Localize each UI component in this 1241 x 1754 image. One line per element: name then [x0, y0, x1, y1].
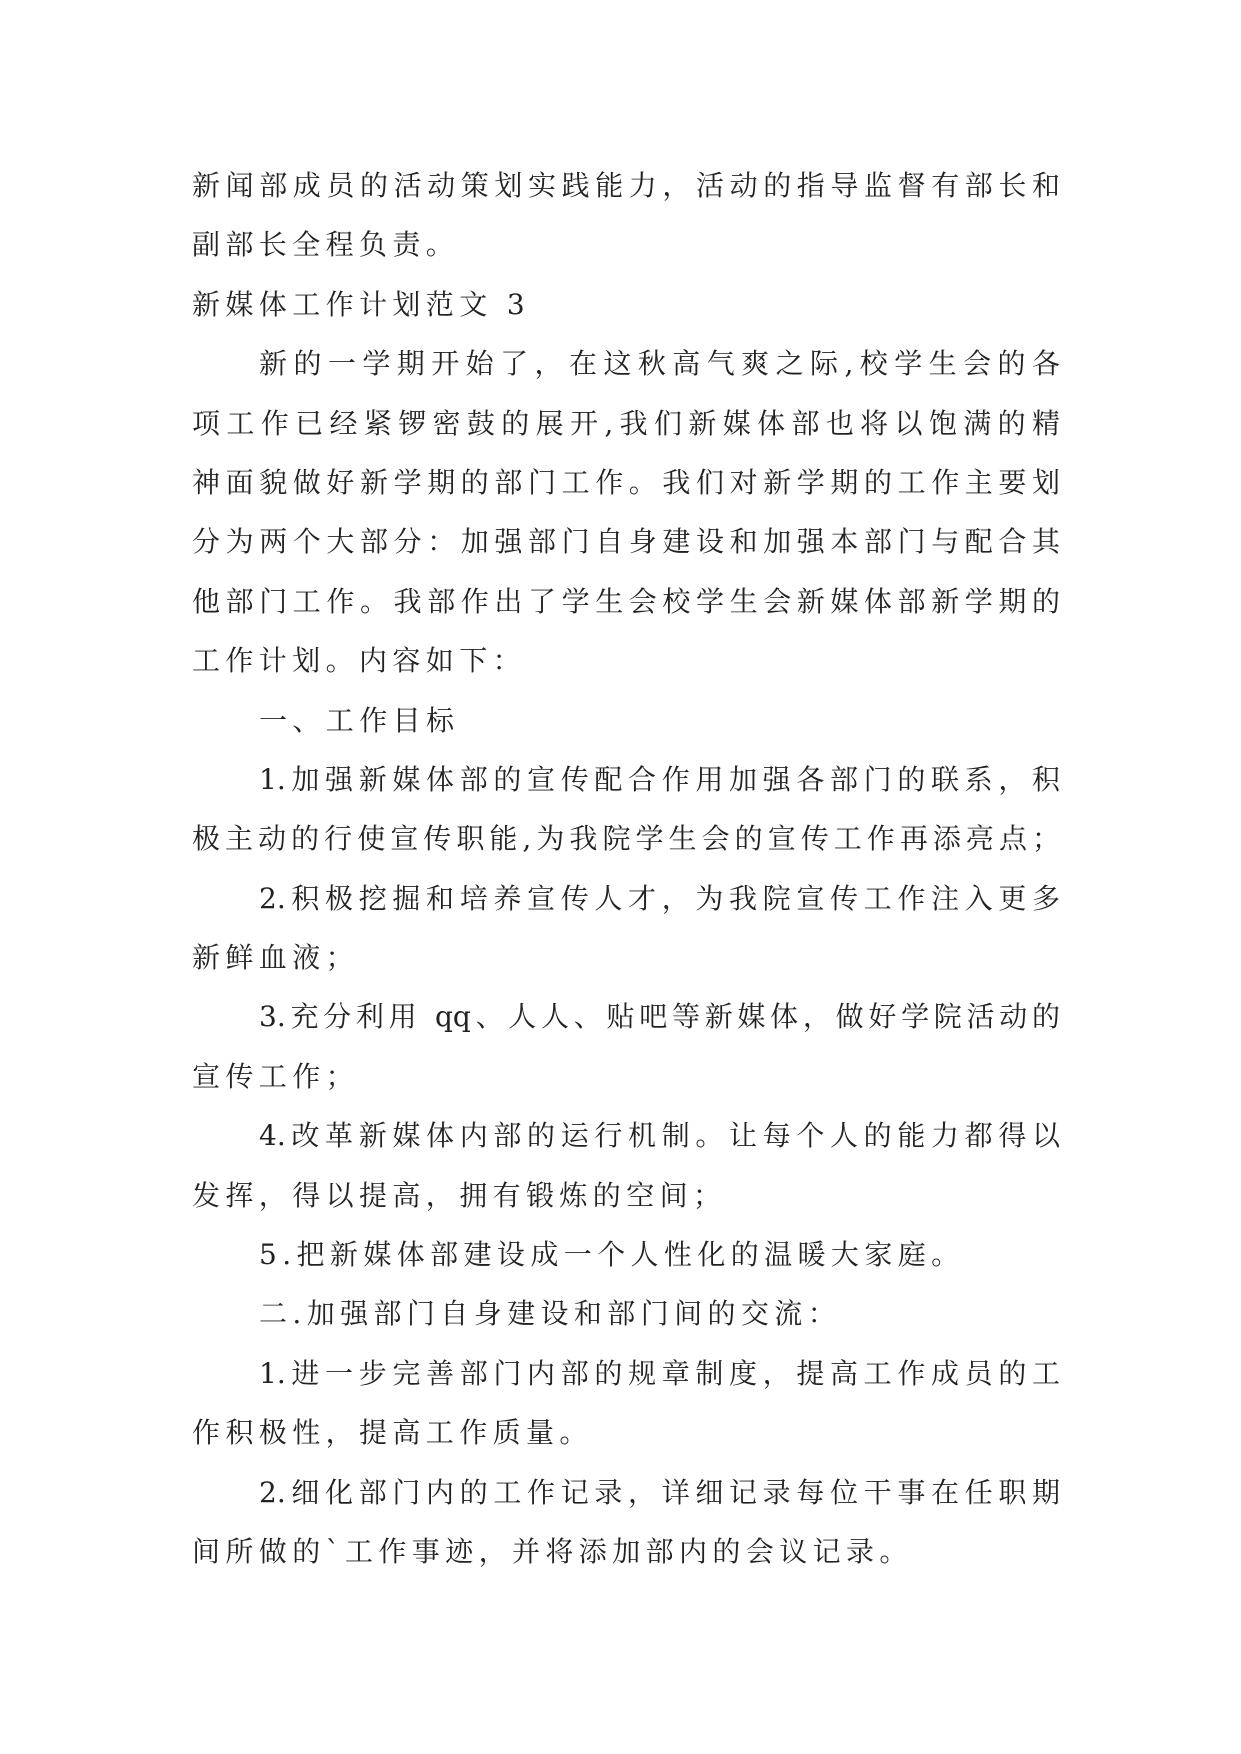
text-line: 工作计划。内容如下： [192, 644, 527, 678]
text-line: 神面貌做好新学期的部门工作。我们对新学期的工作主要划 [192, 465, 1060, 499]
text-line: 他部门工作。我部作出了学生会校学生会新媒体部新学期的 [192, 584, 1060, 618]
text-line: 宣传工作； [192, 1059, 360, 1093]
text-line: 副部长全程负责。 [192, 228, 460, 262]
list-item: 4.改革新媒体内部的运行机制。让每个人的能力都得以 [259, 1119, 1060, 1153]
subsection-heading: 二.加强部门自身建设和部门间的交流： [259, 1297, 842, 1331]
list-item: 2.积极挖掘和培养宣传人才，为我院宣传工作注入更多 [259, 881, 1060, 915]
text-line: 作积极性，提高工作质量。 [192, 1416, 593, 1450]
text-line: 发挥，得以提高，拥有锻炼的空间； [192, 1178, 727, 1212]
text-line: 新的一学期开始了，在这秋高气爽之际,校学生会的各 [259, 347, 1060, 381]
text-line: 新鲜血液； [192, 941, 360, 975]
text-line: 分为两个大部分：加强部门自身建设和加强本部门与配合其 [192, 525, 1060, 559]
text-line: 间所做的`工作事迹，并将添加部内的会议记录。 [192, 1534, 913, 1568]
list-item: 3.充分利用 qq、人人、贴吧等新媒体，做好学院活动的 [259, 1000, 1060, 1034]
section-title: 新媒体工作计划范文 3 [192, 287, 531, 321]
list-item: 5.把新媒体部建设成一个人性化的温暖大家庭。 [259, 1238, 965, 1272]
text-line: 项工作已经紧锣密鼓的展开,我们新媒体部也将以饱满的精 [192, 406, 1060, 440]
subsection-heading: 一、工作目标 [259, 703, 460, 737]
list-item: 1.进一步完善部门内部的规章制度，提高工作成员的工 [259, 1356, 1060, 1390]
text-line: 新闻部成员的活动策划实践能力，活动的指导监督有部长和 [192, 169, 1060, 202]
list-item: 1.加强新媒体部的宣传配合作用加强各部门的联系，积 [259, 762, 1060, 796]
text-line: 极主动的行使宣传职能,为我院学生会的宣传工作再添亮点； [192, 822, 1060, 856]
list-item: 2.细化部门内的工作记录，详细记录每位干事在任职期 [259, 1475, 1060, 1509]
document-body [192, 156, 1060, 1581]
